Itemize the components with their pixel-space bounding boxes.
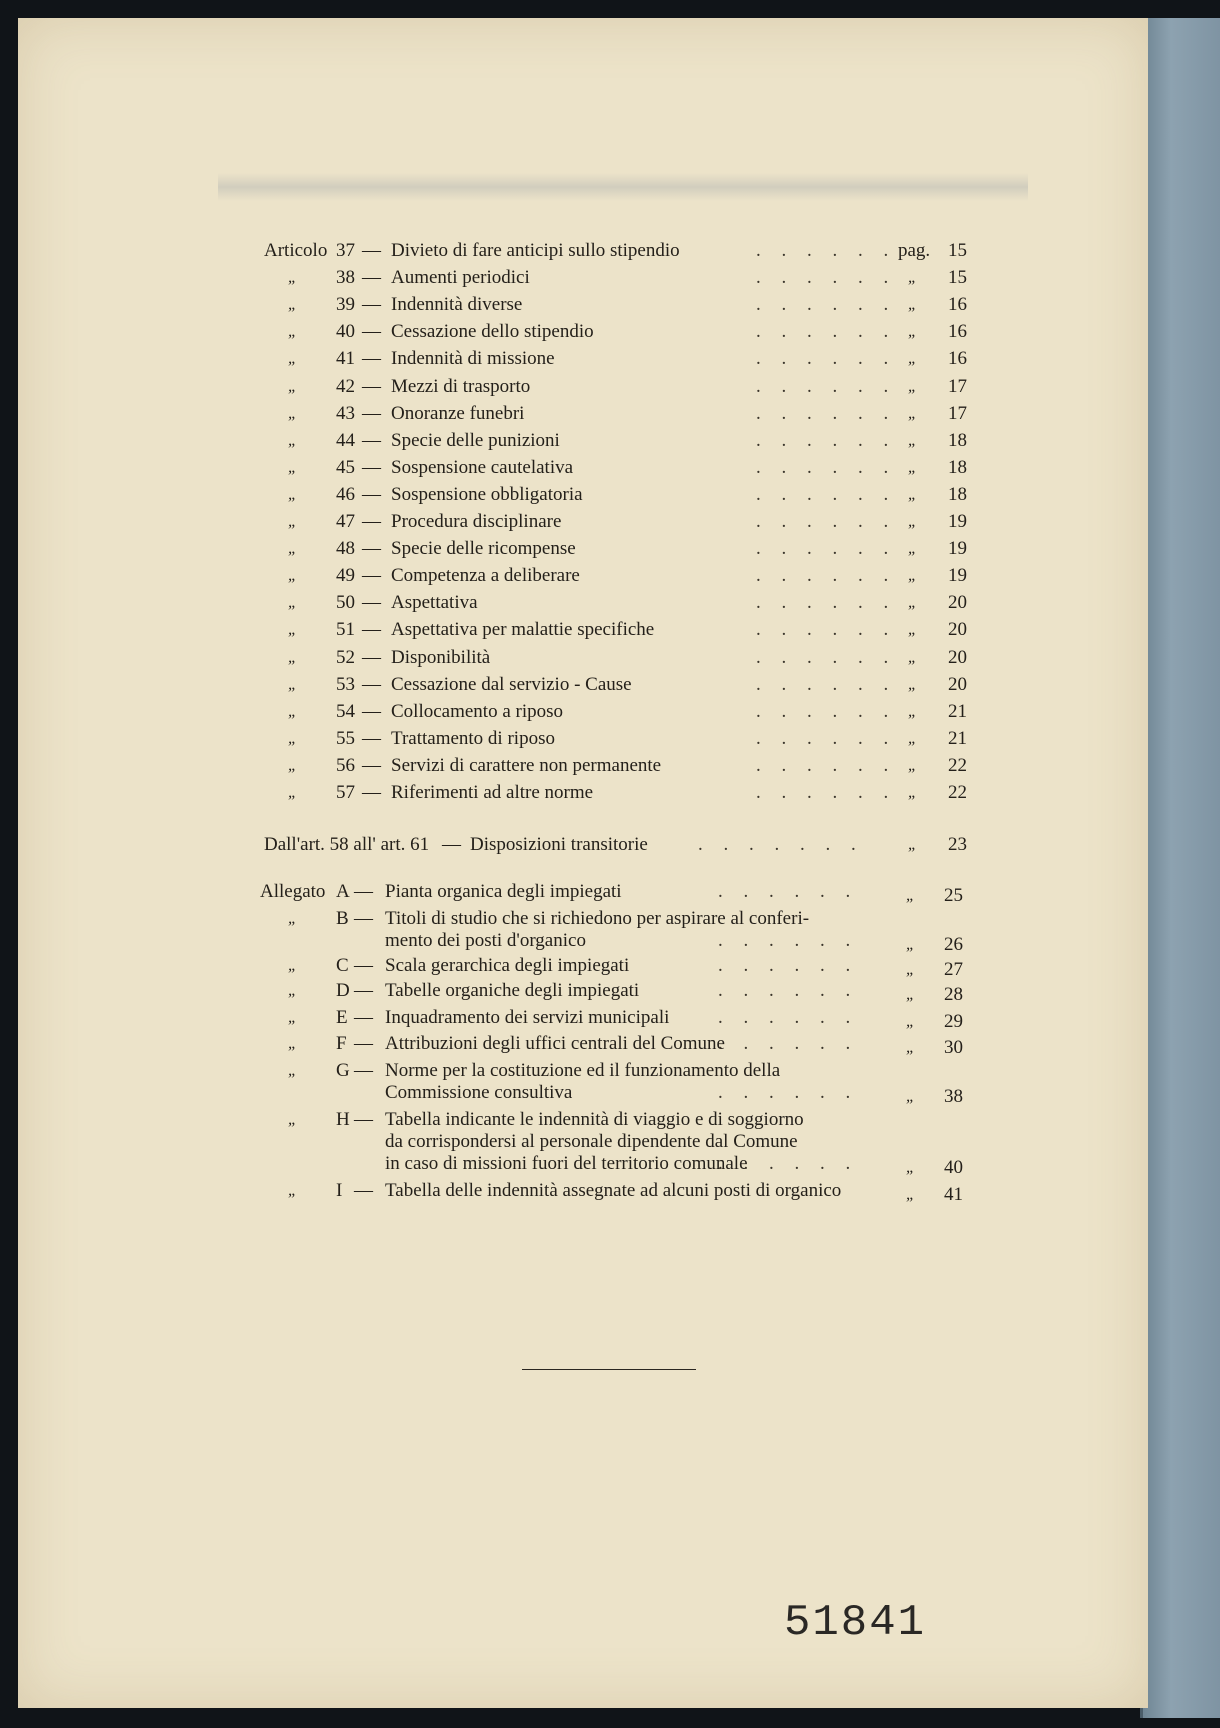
page-number: 18 [948,483,967,505]
ditto-mark: „ [288,1009,297,1026]
page-ditto: „ [908,431,917,449]
em-dash: — [354,1060,373,1081]
page-ditto: „ [908,836,917,853]
dot-leader: . . . . . . [756,294,897,316]
page-number: 41 [944,1184,963,1205]
em-dash: — [362,456,381,478]
toc-row [18,592,1148,614]
page-ditto: „ [908,784,917,801]
dot-leader: . . . . . . [756,646,897,668]
em-dash: — [354,881,373,902]
article-number: 38 [336,267,355,289]
article-number: 56 [336,754,355,776]
dot-leader: . . . . . . [718,955,859,976]
page-number: 22 [948,782,967,803]
entry-title: Specie delle ricompense [391,538,576,560]
entry-title: Sospensione obbligatoria [391,483,583,505]
entry-title: Divieto di fare anticipi sullo stipendio [391,240,680,261]
dot-leader: . . . . . . [718,1082,859,1103]
entry-title: Servizi di carattere non permanente [391,754,662,776]
toc-row [18,457,1148,479]
ditto-mark: „ [288,377,297,395]
page-ditto: „ [908,702,917,720]
inventory-number: 51841 [784,1598,927,1648]
annex-letter: F [336,1033,347,1054]
entry-title: Aumenti periodici [391,267,530,289]
dot-leader: . . . . . . [756,375,897,397]
em-dash: — [362,429,381,451]
em-dash: — [362,592,381,614]
em-dash: — [362,727,381,749]
page-number: 16 [948,321,967,343]
article-number: 46 [336,483,355,505]
page-ditto: „ [906,887,915,904]
entry-label: Allegato [260,881,326,902]
entry-title: Onoranze funebri [391,402,525,424]
page-ditto: „ [906,961,915,978]
article-number: 44 [336,429,355,451]
toc-row [18,484,1148,506]
page-ditto: „ [908,404,917,422]
entry-title: Aspettativa per malattie specifiche [391,619,655,641]
entry-title: Tabella indicante le indennità di viaggio e di soggiorno [385,1109,804,1130]
dot-leader: . . . . . . [756,511,897,532]
entry-title: Inquadramento dei servizi municipali [385,1007,670,1028]
ditto-mark: „ [288,784,297,801]
ditto-mark: „ [288,1035,297,1052]
entry-title: Tabelle organiche degli impiegati [385,980,640,1001]
dot-leader: . . . . . . . [698,834,864,855]
ditto-mark: „ [288,648,297,666]
ditto-mark: „ [288,323,297,341]
ditto-mark: „ [288,350,297,368]
page-ditto: „ [908,296,917,314]
toc-row [18,647,1148,669]
page-ditto: „ [908,513,917,530]
article-number: 43 [336,402,355,424]
em-dash: — [362,375,381,397]
page-number: 16 [948,294,967,316]
article-number: 37 [336,240,355,261]
ditto-mark: „ [288,404,297,422]
ditto-mark: „ [288,910,297,927]
entry-title: Indennità di missione [391,348,555,370]
annex-letter: D [336,980,350,1001]
cover-edge [1140,18,1220,1718]
toc-row-annex [18,1033,1148,1058]
entry-label: Dall'art. 58 all' art. 61 [264,834,430,855]
page-ditto: „ [908,648,917,666]
em-dash: — [354,1109,373,1130]
ditto-mark: „ [288,702,297,720]
annex-letter: B [336,908,349,929]
page-ditto: „ [908,567,917,585]
article-number: 48 [336,538,355,560]
ditto-mark: „ [288,485,297,503]
page-ditto: „ [908,540,917,558]
dot-leader: . . . . . . [756,321,897,343]
page-number: 21 [948,727,967,749]
page-number: 38 [944,1086,963,1107]
dot-leader: . . . . . . [756,673,897,695]
ditto-mark: „ [288,756,297,774]
entry-title: Aspettativa [391,592,478,614]
entry-title: Riferimenti ad altre norme [391,782,594,803]
entry-title: Procedura disciplinare [391,511,562,532]
annex-letter: A [336,881,350,902]
page-ditto: „ [908,350,917,368]
ditto-mark: „ [288,513,297,530]
em-dash: — [354,980,373,1001]
page-ditto: „ [906,986,915,1003]
page-number: 26 [944,934,963,955]
dot-leader: . . . . . . [718,1007,859,1028]
toc-row [18,728,1148,750]
page-ditto: „ [906,1039,915,1056]
toc-row [18,430,1148,452]
page-number: 20 [948,646,967,668]
em-dash: — [362,782,381,803]
toc-row-annex [18,881,1148,906]
page-ditto: „ [908,756,917,774]
dot-leader: . . . . . . [718,881,859,902]
entry-title: Cessazione dello stipendio [391,321,594,343]
ditto-mark: „ [288,296,297,314]
toc-row [18,619,1148,641]
toc-row [18,755,1148,777]
entry-title: da corrispondersi al personale dipendente dal Comune [385,1131,798,1152]
em-dash: — [354,955,373,976]
page-number: 29 [944,1011,963,1032]
ditto-mark: „ [288,982,297,999]
dot-leader: . . . . . . [756,267,897,289]
dot-leader: . . . . . . [756,456,897,478]
toc-row-transitional [18,834,1148,856]
entry-title: Collocamento a riposo [391,700,564,722]
article-number: 42 [336,375,355,397]
page-ditto: „ [906,1013,915,1030]
page-ditto: „ [908,594,917,612]
toc-row-annex [18,1007,1148,1032]
entry-title: Pianta organica degli impiegati [385,881,622,902]
ditto-mark: „ [288,621,297,639]
dot-leader: . . . . . . [756,402,897,424]
page-ditto: „ [906,1159,915,1176]
toc-row [18,674,1148,696]
entry-title: Sospensione cautelativa [391,456,574,478]
article-number: 53 [336,673,355,695]
toc-row-annex [18,980,1148,1005]
ditto-mark: „ [288,675,297,693]
dot-leader: . . . . . . [756,592,897,614]
entry-title: in caso di missioni fuori del territorio comunale [385,1153,748,1174]
ditto-mark: „ [288,957,297,974]
em-dash: — [362,348,381,370]
toc-row [18,782,1148,804]
em-dash: — [362,673,381,695]
page-number: 20 [948,673,967,695]
entry-title: mento dei posti d'organico [385,930,586,951]
em-dash: — [354,1180,373,1201]
dot-leader: . . . . . . [756,565,897,587]
annex-letter: C [336,955,349,976]
article-number: 47 [336,511,355,532]
page-ditto: „ [908,729,917,747]
page-ditto: „ [908,458,917,476]
toc-row-annex [18,1109,1148,1178]
em-dash: — [362,700,381,722]
page-number: 19 [948,565,967,587]
toc-row [18,294,1148,316]
page-number: 19 [948,538,967,560]
em-dash: — [362,483,381,505]
page-number: 19 [948,511,967,532]
closing-rule [522,1369,696,1370]
page-number: 40 [944,1157,963,1178]
em-dash: — [354,1007,373,1028]
ditto-mark: „ [288,1062,297,1079]
article-number: 50 [336,592,355,614]
toc-row-annex [18,1180,1148,1205]
entry-title: Tabella delle indennità assegnate ad alcuni posti di organico [385,1180,842,1201]
ditto-mark: „ [288,269,297,287]
toc-row [18,538,1148,560]
table-of-contents [18,18,1148,1318]
page-number: 28 [944,984,963,1005]
toc-row [18,267,1148,289]
dot-leader: . . . . . . [756,727,897,749]
article-number: 40 [336,321,355,343]
page-ditto: „ [908,377,917,395]
article-number: 55 [336,727,355,749]
ditto-mark: „ [288,540,297,558]
page-number: 22 [948,754,967,776]
dot-leader: . . . . . . [756,240,897,261]
dot-leader: . . . . . . [718,1153,859,1174]
toc-row-annex [18,955,1148,980]
article-number: 54 [336,700,355,722]
dot-leader: . . . . . . [756,483,897,505]
toc-row [18,403,1148,425]
dot-leader: . . . . . . [756,754,897,776]
page-number: 18 [948,456,967,478]
dot-leader: . . . . . . [756,700,897,722]
page-ditto: „ [908,485,917,503]
toc-row-annex [18,908,1148,955]
dot-leader: . . . . . . [756,619,897,641]
article-number: 51 [336,619,355,641]
article-number: 57 [336,782,355,803]
article-number: 41 [336,348,355,370]
page-number: 15 [948,267,967,289]
em-dash: — [362,511,381,532]
entry-title: Attribuzioni degli uffici centrali del Comune [385,1033,725,1054]
page-ditto: „ [906,936,915,953]
article-number: 39 [336,294,355,316]
ditto-mark: „ [288,729,297,747]
entry-title: Disposizioni transitorie [470,834,648,855]
page-number: 17 [948,402,967,424]
em-dash: — [362,321,381,343]
page-ditto: „ [908,323,917,341]
em-dash: — [362,267,381,289]
em-dash: — [362,538,381,560]
page-number: 18 [948,429,967,451]
entry-title: Competenza a deliberare [391,565,580,587]
entry-title: Scala gerarchica degli impiegati [385,955,630,976]
page-ditto: „ [908,621,917,639]
page-number: 15 [948,240,967,261]
entry-title: Norme per la costituzione ed il funzionamento della [385,1060,781,1081]
em-dash: — [442,834,461,855]
em-dash: — [362,402,381,424]
entry-title: Titoli di studio che si richiedono per aspirare al conferi- [385,908,810,929]
dot-leader: . . . . . . [718,980,859,1001]
em-dash: — [354,1033,373,1054]
annex-letter: H [336,1109,350,1130]
article-number: 45 [336,456,355,478]
toc-row [18,701,1148,723]
ditto-mark: „ [288,1111,297,1128]
entry-title: Trattamento di riposo [391,727,555,749]
toc-row-annex [18,1060,1148,1107]
dot-leader: . . . . . . [756,782,897,803]
page-number: 30 [944,1037,963,1058]
annex-letter: E [336,1007,348,1028]
toc-row [18,240,1148,262]
page-number: 27 [944,959,963,980]
page-number: 21 [948,700,967,722]
em-dash: — [354,908,373,929]
dot-leader: . . . . . . [718,1033,859,1054]
article-number: 49 [336,565,355,587]
entry-title: Commissione consultiva [385,1082,573,1103]
ditto-mark: „ [288,458,297,476]
article-number: 52 [336,646,355,668]
dot-leader: . . . . . . [756,348,897,370]
entry-title: Cessazione dal servizio - Cause [391,673,632,695]
page-ditto: „ [906,1186,915,1203]
entry-title: Indennità diverse [391,294,523,316]
em-dash: — [362,240,381,261]
page-number: 25 [944,885,963,906]
toc-row [18,348,1148,370]
annex-letter: I [336,1180,343,1201]
entry-label: Articolo [264,240,328,261]
ditto-mark: „ [288,1182,297,1199]
entry-title: Mezzi di trasporto [391,375,531,397]
ditto-mark: „ [288,594,297,612]
em-dash: — [362,565,381,587]
dot-leader: . . . . . . [756,429,897,451]
page-number: 20 [948,619,967,641]
ditto-mark: „ [288,431,297,449]
page-number: 23 [948,834,967,855]
page-abbrev: pag. [898,240,931,261]
em-dash: — [362,646,381,668]
em-dash: — [362,294,381,316]
entry-title: Specie delle punizioni [391,429,560,451]
ditto-mark: „ [288,567,297,585]
toc-row [18,565,1148,587]
page-ditto: „ [908,675,917,693]
toc-row [18,376,1148,398]
page-number: 20 [948,592,967,614]
em-dash: — [362,619,381,641]
entry-title: Disponibilità [391,646,491,668]
em-dash: — [362,754,381,776]
dot-leader: . . . . . . [718,930,859,951]
toc-row [18,511,1148,533]
dot-leader: . . . . . . [756,538,897,560]
page-number: 17 [948,375,967,397]
document-page [18,18,1148,1708]
page-ditto: „ [908,269,917,287]
page-number: 16 [948,348,967,370]
toc-row [18,321,1148,343]
annex-letter: G [336,1060,350,1081]
page-ditto: „ [906,1088,915,1105]
